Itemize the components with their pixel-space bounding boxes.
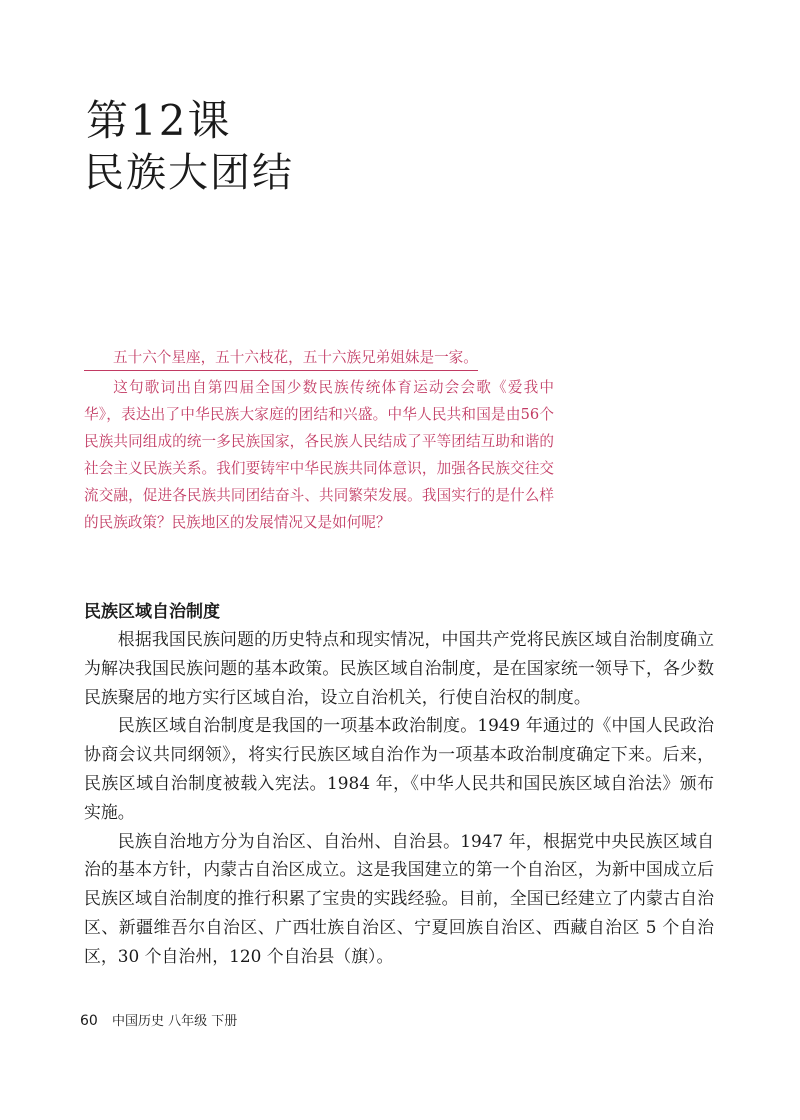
body-paragraph: 民族自治地方分为自治区、自治州、自治县。1947 年，根据党中央民族区域自治的基本方针，内蒙古自治区成立。这是我国建立的第一个自治区，为新中国成立后民族区域自治制度的推行积累了宝贵的实践经验。目前，全国已经建立了内蒙古自治区、新疆维吾尔自治区、广西壮族自治区、宁夏回族自治区、西藏自治区 5 个自治区，30 个自治州，120 个自治县（旗）。 [84, 830, 714, 966]
intro-text: 这句歌词出自第四届全国少数民族传统体育运动会会歌《爱我中华》，表达出了中华民族大家庭的团结和兴盛。中华人民共和国是由56个民族共同组成的统一多民族国家，各民族人民结成了平等团结互助和谐的社会主义民族关系。我们要铸牢中华民族共同体意识，加强各民族交往交流交融，促进各民族共同团结奋斗、共同繁荣发展。我国实行的是什么样的民族政策？民族地区的发展情况又是如何呢？ [84, 379, 554, 531]
section-heading: 民族区域自治制度 [84, 602, 220, 622]
lesson-number: 第12课 [86, 96, 232, 145]
page-number: 60 [80, 1013, 98, 1029]
body-paragraph: 民族区域自治制度是我国的一项基本政治制度。1949 年通过的《中国人民政治协商会议共同纲领》，将实行民族区域自治作为一项基本政治制度确定下来。后来，民族区域自治制度被载入宪法。1984 年，《中华人民共和国民族区域自治法》颁布实施。 [84, 715, 714, 822]
body-paragraph: 根据我国民族问题的历史特点和现实情况，中国共产党将民族区域自治制度确立为解决我国民族问题的基本政策。民族区域自治制度，是在国家统一领导下，各少数民族聚居的地方实行区域自治，设立自治机关，行使自治权的制度。 [84, 629, 714, 707]
book-title: 中国历史 八年级 下册 [111, 1014, 238, 1029]
page-footer [80, 1012, 237, 1031]
section-body [84, 625, 714, 971]
lesson-title: 民族大团结 [84, 150, 294, 196]
intro-quote: 五十六个星座，五十六枝花，五十六族兄弟姐妹是一家。 [84, 346, 478, 371]
intro-box [84, 344, 554, 536]
